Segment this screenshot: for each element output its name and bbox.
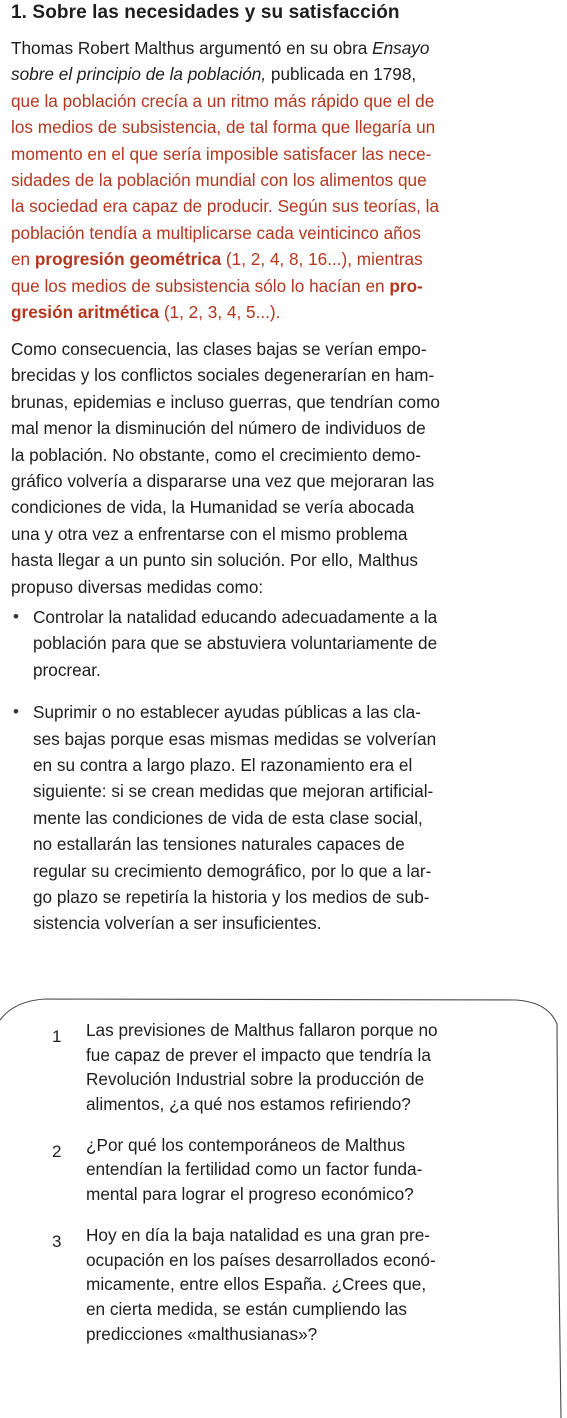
text-line: propuso diversas medidas como: — [11, 576, 264, 597]
text-line: alimentos, ¿a qué nos estamos refiriendo? — [86, 1094, 411, 1115]
text-line: predicciones «malthusianas»? — [86, 1323, 318, 1344]
text-line: regular su crecimiento demográfico, por lo que a lar- — [33, 860, 432, 881]
bullet-icon: • — [13, 607, 19, 626]
text-line: no estallarán las tensiones naturales capaces de — [33, 834, 405, 855]
question-item — [0, 1223, 567, 1346]
question-number: 1 — [52, 1027, 62, 1046]
text-line: que la población crecía a un ritmo más rápido que el de — [11, 90, 435, 111]
questions-list — [0, 1018, 567, 1346]
text-line: en cierta medida, se están cumpliendo las — [86, 1298, 408, 1319]
text-line: mal menor la disminución del número de individuos de — [11, 418, 426, 439]
text-line: go plazo se repetiría la historia y los medios de sub- — [33, 886, 430, 907]
question-item — [0, 1133, 567, 1207]
text-line: la sociedad era capaz de producir. Según sus teorías, la — [11, 196, 440, 217]
text-line: Controlar la natalidad educando adecuadamente a la — [33, 607, 438, 627]
text-line: población tendía a multiplicarse cada veinticinco años — [11, 222, 421, 243]
text-line: ocupación en los países desarrollados econó- — [86, 1249, 436, 1270]
list-item — [0, 604, 567, 683]
key-term: gresión aritmética — [11, 301, 160, 322]
text-line: brunas, epidemias e incluso guerras, que tendrían como — [11, 391, 440, 412]
question-number: 2 — [52, 1141, 62, 1161]
text-line: momento en el que sería imposible satisfacer las nece- — [11, 143, 432, 164]
list-item — [0, 699, 567, 937]
text-line: gráfico volvería a dispararse una vez que mejoraran las — [11, 470, 435, 491]
key-term: pro- — [389, 275, 423, 296]
text-line: entendían la fertilidad como un factor funda- — [86, 1159, 423, 1180]
question-item — [0, 1018, 567, 1117]
text-line: sobre el principio de la población, publicada en 1798, — [11, 64, 417, 85]
text-line: siguiente: si se crean medidas que mejoran artificial- — [33, 781, 434, 802]
text-line: gresión aritmética (1, 2, 3, 4, 5...). — [11, 301, 281, 322]
text-line: micamente, entre ellos España. ¿Crees que, — [86, 1274, 427, 1295]
text-line: sidades de la población mundial con los alimentos que — [11, 169, 427, 190]
text-line: Revolución Industrial sobre la producción de — [86, 1069, 425, 1090]
text-line: mental para lograr el progreso económico? — [86, 1184, 414, 1205]
text-line: los medios de subsistencia, de tal forma que llegaría un — [11, 117, 436, 138]
text-line: en su contra a largo plazo. El razonamiento era el — [33, 754, 413, 775]
text-line: una y otra vez a enfrentarse con el mismo problema — [11, 523, 408, 544]
text-line: hasta llegar a un punto sin solución. Por ello, Malthus — [11, 550, 419, 571]
measures-list — [0, 604, 567, 953]
text-line: sistencia volverían a ser insuficientes. — [33, 913, 322, 934]
text-line: Thomas Robert Malthus argumentó en su obra Ensayo — [11, 38, 430, 58]
text-line: condiciones de vida, la Humanidad se vería abocada — [11, 497, 415, 518]
text-line: brecidas y los conflictos sociales degenerarían en ham- — [11, 365, 435, 386]
bullet-icon: • — [13, 702, 19, 722]
text-line: población para que se abstuviera voluntariamente de — [33, 633, 438, 654]
text-line: la población. No obstante, como el crecimiento demo- — [11, 444, 421, 465]
text-line: fue capaz de prever el impacto que tendría la — [86, 1044, 431, 1065]
text-line: que los medios de subsistencia sólo lo hacían en pro- — [11, 275, 423, 296]
section-title: 1. Sobre las necesidades y su satisfacción — [11, 2, 400, 23]
text-line: Hoy en día la baja natalidad es una gran pre- — [86, 1224, 430, 1245]
consequence-paragraph — [0, 336, 567, 600]
text-line: Suprimir o no establecer ayudas públicas a las cla- — [33, 702, 421, 723]
book-title-italic: sobre el principio de la población, — [11, 64, 267, 85]
text-line: ses bajas porque esas mismas medidas se volverían — [33, 728, 437, 749]
question-number: 3 — [52, 1231, 62, 1251]
key-term: progresión geométrica — [34, 249, 222, 270]
text-line: en progresión geométrica (1, 2, 4, 8, 16...), mientras — [11, 249, 423, 270]
text-line: Como consecuencia, las clases bajas se verían empo- — [11, 339, 427, 359]
text-line: mente las condiciones de vida de esta clase social, — [33, 807, 423, 828]
text-line: procrear. — [33, 659, 101, 680]
book-title-italic: Ensayo — [372, 38, 430, 58]
text-line: Las previsiones de Malthus fallaron porque no — [86, 1020, 438, 1040]
intro-paragraph — [0, 35, 567, 325]
text-line: ¿Por qué los contemporáneos de Malthus — [86, 1134, 406, 1155]
